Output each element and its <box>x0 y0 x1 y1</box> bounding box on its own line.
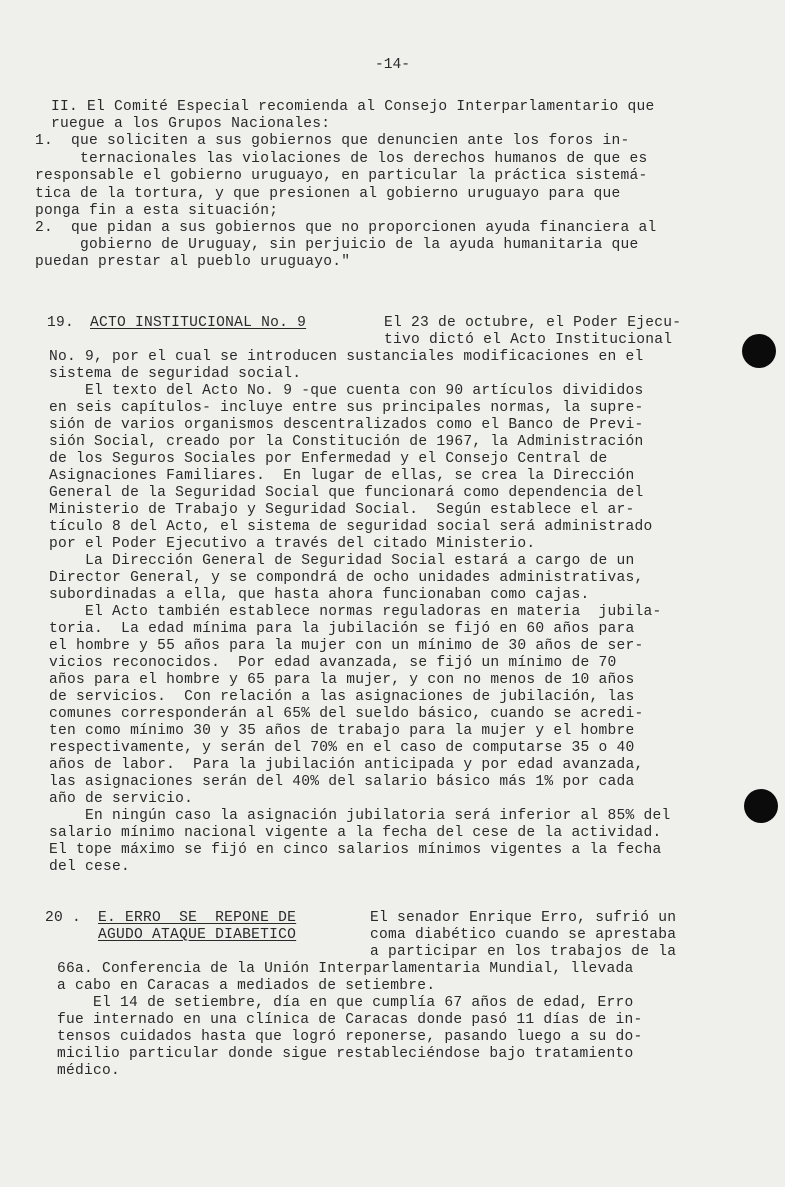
punch-hole <box>744 789 778 823</box>
text-line: ternacionales las violaciones de los derechos humanos de que es <box>35 151 648 167</box>
text-line: ponga fin a esta situación; <box>35 203 279 219</box>
item-heading: E. ERRO SE REPONE DE <box>98 910 297 926</box>
text-line: a cabo en Caracas a mediados de setiembre. <box>57 978 436 994</box>
list-item: 2. que pidan a sus gobiernos que no proporcionen ayuda financiera al <box>35 220 657 236</box>
list-item: 1. que soliciten a sus gobiernos que denuncien ante los foros in- <box>35 133 630 149</box>
text-line: General de la Seguridad Social que funcionará como dependencia del <box>49 485 644 501</box>
text-line: vicios reconocidos. Por edad avanzada, se fijó un mínimo de 70 <box>49 655 617 671</box>
text-line: El tope máximo se fijó en cinco salarios mínimos vigentes a la fecha <box>49 842 662 858</box>
item-number: 19. <box>47 315 75 331</box>
text-line: tivo dictó el Acto Institucional <box>384 332 673 348</box>
text-line: comunes corresponderán al 65% del sueldo básico, cuando se acredi- <box>49 706 644 722</box>
text-line: tica de la tortura, y que presionen al gobierno uruguayo para que <box>35 186 621 202</box>
text-line: El Acto también establece normas reguladoras en materia jubila- <box>49 604 662 620</box>
text-line: gobierno de Uruguay, sin perjuicio de la ayuda humanitaria que <box>35 237 639 253</box>
text-line: médico. <box>57 1063 121 1079</box>
text-line: En ningún caso la asignación jubilatoria será inferior al 85% del <box>49 808 671 824</box>
text-line: año de servicio. <box>49 791 194 807</box>
text-line: las asignaciones serán del 40% del salario básico más 1% por cada <box>49 774 635 790</box>
text-line: sión Social, creado por la Constitución de 1967, la Administración <box>49 434 644 450</box>
text-line: ruegue a los Grupos Nacionales: <box>51 116 331 132</box>
text-line: toria. La edad mínima para la jubilación se fijó en 60 años para <box>49 621 635 637</box>
text-line: de los Seguros Sociales por Enfermedad y el Consejo Central de <box>49 451 608 467</box>
text-line: tículo 8 del Acto, el sistema de seguridad social será administrado <box>49 519 653 535</box>
text-line: Asignaciones Familiares. En lugar de ellas, se crea la Dirección <box>49 468 635 484</box>
text-line: años de labor. Para la jubilación anticipada y por edad avanzada, <box>49 757 644 773</box>
text-line: El texto del Acto No. 9 -que cuenta con 90 artículos divididos <box>49 383 644 399</box>
item-number: 20 . <box>45 910 82 926</box>
text-line: del cese. <box>49 859 131 875</box>
text-line: respectivamente, y serán del 70% en el caso de computarse 35 o 40 <box>49 740 635 756</box>
text-line: coma diabético cuando se aprestaba <box>370 927 677 943</box>
item-heading: ACTO INSTITUCIONAL No. 9 <box>90 315 307 331</box>
text-line: a participar en los trabajos de la <box>370 944 677 960</box>
text-line: puedan prestar al pueblo uruguayo." <box>35 254 351 270</box>
text-line: sión de varios organismos descentralizados como el Banco de Previ- <box>49 417 644 433</box>
text-line: años para el hombre y 65 para la mujer, y con no menos de 10 años <box>49 672 635 688</box>
text-line: 66a. Conferencia de la Unión Interparlamentaria Mundial, llevada <box>57 961 634 977</box>
text-line: II. El Comité Especial recomienda al Consejo Interparlamentario que <box>51 99 655 115</box>
text-line: el hombre y 55 años para la mujer con un mínimo de 30 años de ser- <box>49 638 644 654</box>
text-line: de servicios. Con relación a las asignaciones de jubilación, las <box>49 689 635 705</box>
text-line: salario mínimo nacional vigente a la fecha del cese de la actividad. <box>49 825 662 841</box>
text-line: en seis capítulos- incluye entre sus principales normas, la supre- <box>49 400 644 416</box>
text-line: subordinadas a ella, que hasta ahora funcionaban como cajas. <box>49 587 590 603</box>
text-line: tensos cuidados hasta que logró reponerse, pasando luego a su do- <box>57 1029 643 1045</box>
text-line: Director General, y se compondrá de ocho unidades administrativas, <box>49 570 644 586</box>
item-heading: AGUDO ATAQUE DIABETICO <box>98 927 297 943</box>
text-line: El 23 de octubre, el Poder Ejecu- <box>384 315 682 331</box>
text-line: fue internado en una clínica de Caracas donde pasó 11 días de in- <box>57 1012 643 1028</box>
punch-hole <box>742 334 776 368</box>
text-line: No. 9, por el cual se introducen sustanciales modificaciones en el <box>49 349 644 365</box>
text-line: responsable el gobierno uruguayo, en particular la práctica sistemá- <box>35 168 648 184</box>
page-number: -14- <box>374 57 411 73</box>
text-line: El senador Enrique Erro, sufrió un <box>370 910 677 926</box>
text-line: micilio particular donde sigue restableciéndose bajo tratamiento <box>57 1046 634 1062</box>
text-line: El 14 de setiembre, día en que cumplía 67 años de edad, Erro <box>57 995 634 1011</box>
text-line: La Dirección General de Seguridad Social estará a cargo de un <box>49 553 635 569</box>
text-line: por el Poder Ejecutivo a través del citado Ministerio. <box>49 536 536 552</box>
text-line: ten como mínimo 30 y 35 años de trabajo para la mujer y el hombre <box>49 723 635 739</box>
text-line: sistema de seguridad social. <box>49 366 302 382</box>
text-line: Ministerio de Trabajo y Seguridad Social. Según establece el ar- <box>49 502 635 518</box>
